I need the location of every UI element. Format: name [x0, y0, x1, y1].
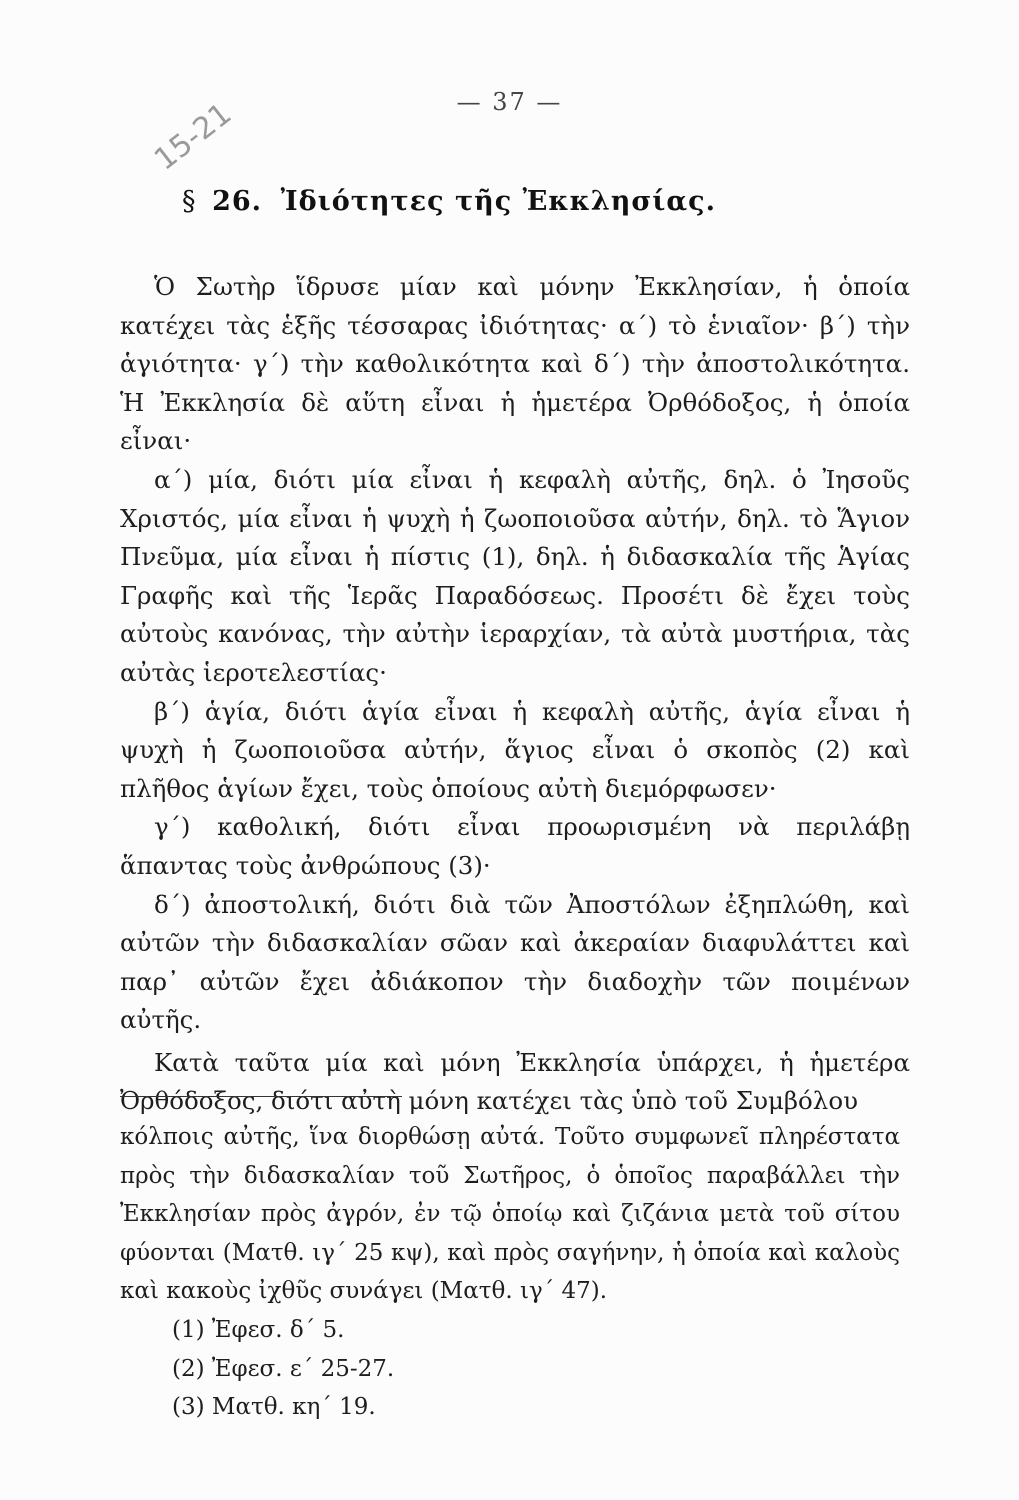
paragraph-one: α΄) μία, διότι μία εἶναι ἡ κεφαλὴ αὐτῆς, δηλ. ὁ Ἰησοῦς Χριστός, μία εἶναι ἡ ψυχὴ ἡ ζωοποιοῦσα αὐτήν, δηλ. τὸ Ἅγιον Πνεῦμα, μία εἶναι ἡ πίστις (1), δηλ. ἡ διδασκαλία τῆς Ἁγίας Γραφῆς καὶ τῆς Ἱερᾶς Παραδόσεως. Προσέτι δὲ ἔχει τοὺς αὐτοὺς κανόνας, τὴν αὐτὴν ἱεραρχίαν, τὰ αὐτὰ μυστήρια, τὰς αὐτὰς ἱεροτελεστίας·: [120, 464, 910, 687]
footnote-3: (3) Ματθ. κη΄ 19.: [172, 1394, 376, 1421]
paragraph-intro: Ὁ Σωτὴρ ἵδρυσε μίαν καὶ μόνην Ἐκκλησίαν, ἡ ὁποία κατέχει τὰς ἑξῆς τέσσαρας ἰδιότητας· α΄) τὸ ἑνιαῖον· β΄) τὴν ἁγιότητα· γ΄) τὴν καθολικότητα καὶ δ΄) τὴν ἀποστολικότητα. Ἡ Ἐκκλησία δὲ αὕτη εἶναι ἡ ἡμετέρα Ὀρθόδοξος, ἡ ὁποία εἶναι·: [120, 272, 910, 456]
footnote-divider: [120, 1096, 402, 1097]
section-title: Ἰδιότητες τῆς Ἐκκλησίας.: [280, 186, 716, 217]
section-heading: [182, 186, 716, 217]
section-number: 26.: [212, 186, 263, 217]
footnote-continuation: κόλποις αὐτῆς, ἵνα διορθώσῃ αὐτά. Τοῦτο συμφωνεῖ πληρέστατα πρὸς τὴν διδασκαλίαν τοῦ Σωτῆρος, ὁ ὁποῖος παραβάλλει τὴν Ἐκκλησίαν πρὸς ἀγρόν, ἐν τῷ ὁποίῳ καὶ ζιζάνια μετὰ τοῦ σίτου φύονται (Ματθ. ιγ΄ 25 κψ), καὶ πρὸς σαγήνην, ἡ ὁποία καὶ καλοὺς καὶ κακοὺς ἰχθῦς συνάγει (Ματθ. ιγ΄ 47).: [120, 1124, 900, 1305]
paragraph-apostolic: δ΄) ἀποστολική, διότι διὰ τῶν Ἀποστόλων ἐξηπλώθη, καὶ αὐτῶν τὴν διδασκαλίαν σῶαν καὶ ἀκεραίαν διαφυλάττει καὶ παρ᾽ αὐτῶν ἔχει ἀδιάκοπον τὴν διαδοχὴν τῶν ποιμένων αὐτῆς.: [120, 889, 910, 1035]
handwritten-annotation: 15-21: [148, 96, 239, 178]
paragraph-catholic: γ΄) καθολική, διότι εἶναι προωρισμένη νὰ περιλάβῃ ἅπαντας τοὺς ἀνθρώπους (3)·: [120, 812, 910, 880]
main-text: [120, 268, 910, 1121]
paragraph-holy: β΄) ἁγία, διότι ἁγία εἶναι ἡ κεφαλὴ αὐτῆς, ἁγία εἶναι ἡ ψυχὴ ἡ ζωοποιοῦσα αὐτήν, ἅγιος εἶναι ὁ σκοπὸς (2) καὶ πλῆθος ἁγίων ἔχει, τοὺς ὁποίους αὐτὴ διεμόρφωσεν·: [120, 696, 910, 803]
paragraph-conclusion: Κατὰ ταῦτα μία καὶ μόνη Ἐκκλησία ὑπάρχει, ἡ ἡμετέρα Ὀρθόδοξος, διότι αὐτὴ μόνη κατέχει τὰς ὑπὸ τοῦ Συμβόλου: [120, 1047, 910, 1116]
footnote-1: (1) Ἐφεσ. δ΄ 5.: [172, 1316, 345, 1343]
section-mark: §: [182, 186, 196, 217]
footnotes-area: [120, 1118, 900, 1427]
footnote-2: (2) Ἐφεσ. ε΄ 25-27.: [172, 1355, 395, 1382]
page-number: — 37 —: [456, 88, 563, 116]
